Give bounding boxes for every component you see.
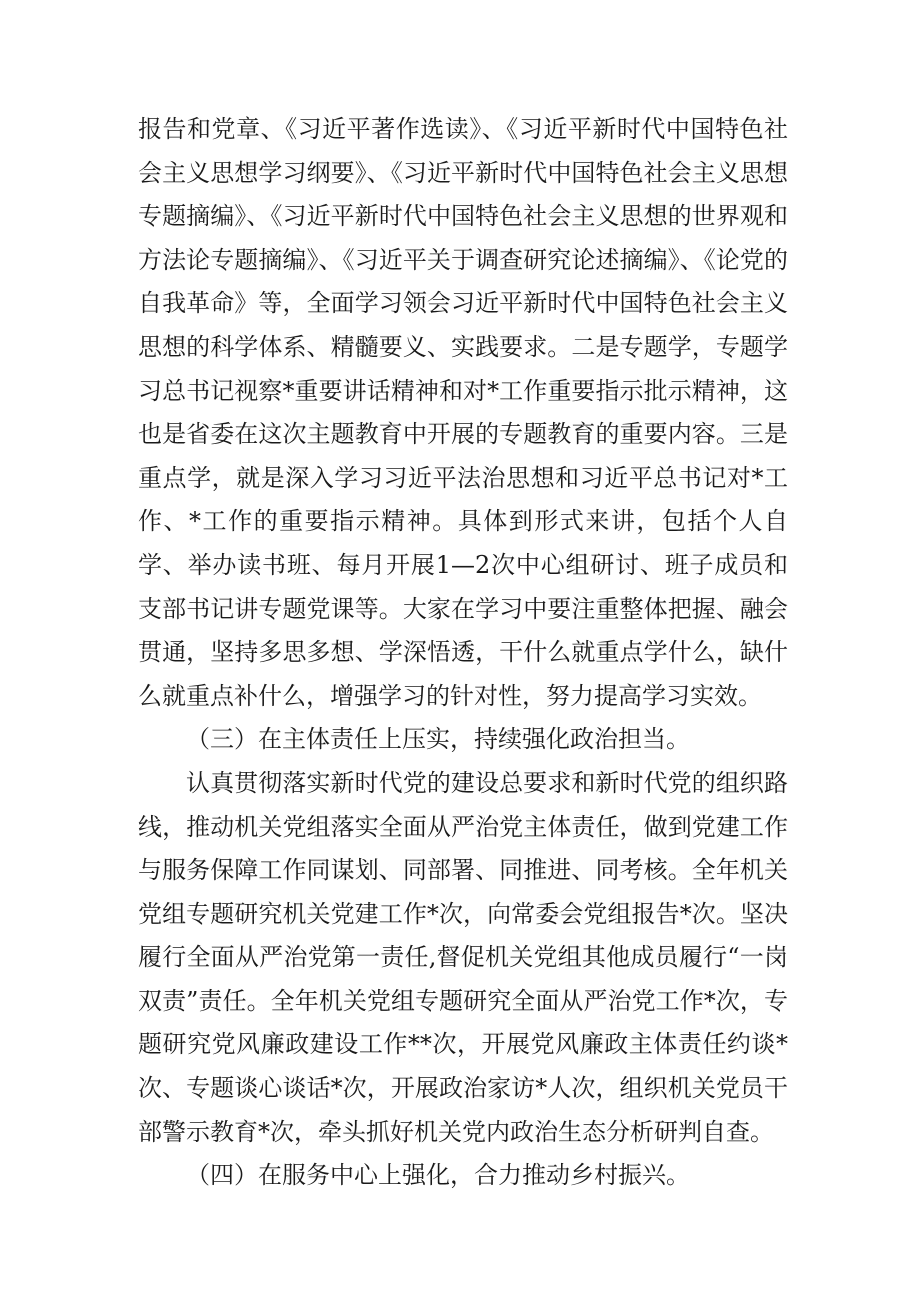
section-heading-four: （四）在服务中心上强化，合力推动乡村振兴。: [186, 1161, 690, 1190]
section-heading-three: （三）在主体责任上压实，持续强化政治担当。: [186, 725, 690, 754]
document-body: [138, 108, 788, 1198]
paragraph-study-content: 报告和党章、《习近平著作选读》、《习近平新时代中国特色社会主义思想学习纲要》、《习近平新时代中国特色社会主义思想专题摘编》、《习近平新时代中国特色社会主义思想的世界观和方法论专题摘编》、《习近平关于调查研究论述摘编》、《论党的自我革命》等，全面学习领会习近平新时代中国特色社会主义思想的科学体系、精髓要义、实践要求。二是专题学，专题学习总书记视察*重要讲话精神和对*工作重要指示批示精神，这也是省委在这次主题教育中开展的专题教育的重要内容。三是重点学，就是深入学习习近平法治思想和习近平总书记对*工作、*工作的重要指示精神。具体到形式来讲，包括个人自学、举办读书班、每月开展1—2次中心组研讨、班子成员和支部书记讲专题党课等。大家在学习中要注重整体把握、融会贯通，坚持多思多想、学深悟透，干什么就重点学什么，缺什么就重点补什么，增强学习的针对性，努力提高学习实效。: [138, 115, 788, 710]
paragraph-main-responsibility: 认真贯彻落实新时代党的建设总要求和新时代党的组织路线，推动机关党组落实全面从严治党主体责任，做到党建工作与服务保障工作同谋划、同部署、同推进、同考核。全年机关党组专题研究机关党建工作*次，向常委会党组报告*次。坚决履行全面从严治党第一责任,督促机关党组其他成员履行“一岗双责”责任。全年机关党组专题研究全面从严治党工作*次，专题研究党风廉政建设工作**次，开展党风廉政主体责任约谈*次、专题谈心谈话*次，开展政治家访*人次，组织机关党员干部警示教育*次，牵头抓好机关党内政治生态分析研判自查。: [138, 768, 788, 1146]
